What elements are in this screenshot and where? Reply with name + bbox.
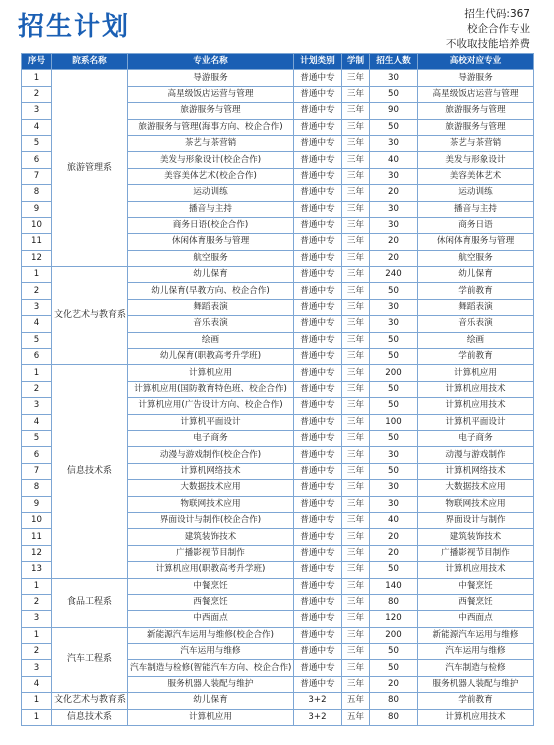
quota: 30: [370, 168, 418, 184]
college-major: 大数据技术应用: [418, 480, 534, 496]
major-name: 计算机应用(职教高考升学班): [128, 562, 294, 578]
major-name: 计算机应用: [128, 365, 294, 381]
col-header-index: 序号: [22, 54, 52, 70]
quota: 40: [370, 152, 418, 168]
major-name: 商务日语(校企合作): [128, 217, 294, 233]
college-major: 中西面点: [418, 611, 534, 627]
table-header-row: [22, 54, 534, 70]
major-name: 计算机网络技术: [128, 463, 294, 479]
table-row: [22, 627, 534, 643]
college-major: 计算机网络技术: [418, 463, 534, 479]
major-name: 建筑装饰技术: [128, 529, 294, 545]
plan-type: 普通中专: [294, 676, 342, 692]
enrollment-plan-table: [21, 53, 534, 726]
plan-type: 3+2: [294, 693, 342, 709]
college-major: 计算机平面设计: [418, 414, 534, 430]
quota: 30: [370, 70, 418, 86]
college-major: 旅游服务与管理: [418, 103, 534, 119]
major-name: 休闲体育服务与管理: [128, 234, 294, 250]
plan-type: 普通中专: [294, 414, 342, 430]
major-name: 幼儿保育(早教方向、校企合作): [128, 283, 294, 299]
plan-type: 普通中专: [294, 217, 342, 233]
college-major: 动漫与游戏制作: [418, 447, 534, 463]
duration: 三年: [342, 349, 370, 365]
duration: 三年: [342, 512, 370, 528]
duration: 三年: [342, 578, 370, 594]
row-index: 11: [22, 529, 52, 545]
college-major: 汽车制造与检修: [418, 660, 534, 676]
plan-type: 普通中专: [294, 463, 342, 479]
row-index: 3: [22, 299, 52, 315]
major-name: 电子商务: [128, 430, 294, 446]
plan-type: 普通中专: [294, 611, 342, 627]
duration: 三年: [342, 611, 370, 627]
enrollment-code: 招生代码:367: [464, 8, 530, 20]
col-header-department: 院系名称: [52, 54, 128, 70]
row-index: 2: [22, 86, 52, 102]
quota: 80: [370, 693, 418, 709]
row-index: 9: [22, 201, 52, 217]
quota: 90: [370, 103, 418, 119]
major-name: 计算机应用(国防教育特色班、校企合作): [128, 381, 294, 397]
plan-type: 普通中专: [294, 480, 342, 496]
duration: 三年: [342, 644, 370, 660]
college-major: 幼儿保育: [418, 267, 534, 283]
page-header: [0, 0, 554, 50]
quota: 50: [370, 562, 418, 578]
quota: 50: [370, 349, 418, 365]
duration: 三年: [342, 381, 370, 397]
table-row: [22, 693, 534, 709]
plan-type: 普通中专: [294, 86, 342, 102]
row-index: 4: [22, 414, 52, 430]
duration: 三年: [342, 365, 370, 381]
duration: 三年: [342, 332, 370, 348]
quota: 30: [370, 135, 418, 151]
quota: 30: [370, 201, 418, 217]
duration: 三年: [342, 234, 370, 250]
quota: 200: [370, 627, 418, 643]
quota: 50: [370, 660, 418, 676]
college-major: 西餐烹饪: [418, 594, 534, 610]
college-major: 电子商务: [418, 430, 534, 446]
row-index: 8: [22, 185, 52, 201]
college-major: 导游服务: [418, 70, 534, 86]
plan-type: 普通中专: [294, 545, 342, 561]
duration: 五年: [342, 709, 370, 725]
row-index: 4: [22, 119, 52, 135]
row-index: 3: [22, 611, 52, 627]
duration: 三年: [342, 217, 370, 233]
college-major: 计算机应用技术: [418, 562, 534, 578]
major-name: 计算机平面设计: [128, 414, 294, 430]
college-major: 计算机应用技术: [418, 381, 534, 397]
plan-type: 普通中专: [294, 529, 342, 545]
plan-type: 普通中专: [294, 152, 342, 168]
duration: 三年: [342, 627, 370, 643]
duration: 五年: [342, 693, 370, 709]
duration: 三年: [342, 398, 370, 414]
duration: 三年: [342, 562, 370, 578]
major-name: 音乐表演: [128, 316, 294, 332]
major-name: 幼儿保育: [128, 267, 294, 283]
major-name: 界面设计与制作(校企合作): [128, 512, 294, 528]
duration: 三年: [342, 135, 370, 151]
row-index: 12: [22, 250, 52, 266]
row-index: 7: [22, 463, 52, 479]
department-name: 信息技术系: [52, 365, 128, 578]
duration: 三年: [342, 676, 370, 692]
duration: 三年: [342, 70, 370, 86]
duration: 三年: [342, 529, 370, 545]
college-major: 学前教育: [418, 349, 534, 365]
quota: 80: [370, 594, 418, 610]
plan-type: 普通中专: [294, 349, 342, 365]
duration: 三年: [342, 267, 370, 283]
quota: 140: [370, 578, 418, 594]
quota: 30: [370, 316, 418, 332]
college-major: 运动训练: [418, 185, 534, 201]
row-index: 6: [22, 447, 52, 463]
major-name: 航空服务: [128, 250, 294, 266]
college-major: 高星级饭店运营与管理: [418, 86, 534, 102]
college-major: 计算机应用技术: [418, 709, 534, 725]
quota: 120: [370, 611, 418, 627]
row-index: 1: [22, 70, 52, 86]
quota: 100: [370, 414, 418, 430]
major-name: 茶艺与茶营销: [128, 135, 294, 151]
duration: 三年: [342, 480, 370, 496]
quota: 20: [370, 185, 418, 201]
quota: 20: [370, 250, 418, 266]
quota: 30: [370, 480, 418, 496]
col-header-plan-type: 计划类别: [294, 54, 342, 70]
quota: 30: [370, 299, 418, 315]
partnership-note: 校企合作专业: [467, 23, 530, 35]
college-major: 航空服务: [418, 250, 534, 266]
quota: 20: [370, 676, 418, 692]
plan-type: 普通中专: [294, 562, 342, 578]
row-index: 5: [22, 332, 52, 348]
plan-type: 普通中专: [294, 496, 342, 512]
major-name: 幼儿保育(职教高考升学班): [128, 349, 294, 365]
plan-type: 普通中专: [294, 512, 342, 528]
row-index: 2: [22, 594, 52, 610]
major-name: 中西面点: [128, 611, 294, 627]
plan-type: 普通中专: [294, 627, 342, 643]
major-name: 高星级饭店运营与管理: [128, 86, 294, 102]
plan-type: 普通中专: [294, 447, 342, 463]
plan-type: 普通中专: [294, 250, 342, 266]
plan-type: 普通中专: [294, 578, 342, 594]
duration: 三年: [342, 430, 370, 446]
row-index: 10: [22, 217, 52, 233]
major-name: 动漫与游戏制作(校企合作): [128, 447, 294, 463]
row-index: 1: [22, 693, 52, 709]
row-index: 3: [22, 398, 52, 414]
quota: 20: [370, 234, 418, 250]
table-row: [22, 267, 534, 283]
major-name: 服务机器人装配与维护: [128, 676, 294, 692]
major-name: 美容美体艺术(校企合作): [128, 168, 294, 184]
row-index: 2: [22, 381, 52, 397]
department-name: 汽车工程系: [52, 627, 128, 693]
quota: 50: [370, 119, 418, 135]
row-index: 4: [22, 316, 52, 332]
quota: 80: [370, 709, 418, 725]
college-major: 美发与形象设计: [418, 152, 534, 168]
plan-type: 普通中专: [294, 594, 342, 610]
row-index: 6: [22, 349, 52, 365]
college-major: 界面设计与制作: [418, 512, 534, 528]
major-name: 物联网技术应用: [128, 496, 294, 512]
major-name: 舞蹈表演: [128, 299, 294, 315]
major-name: 西餐烹饪: [128, 594, 294, 610]
duration: 三年: [342, 185, 370, 201]
plan-type: 普通中专: [294, 430, 342, 446]
quota: 50: [370, 463, 418, 479]
college-major: 广播影视节目制作: [418, 545, 534, 561]
plan-type: 普通中专: [294, 299, 342, 315]
row-index: 1: [22, 709, 52, 725]
college-major: 服务机器人装配与维护: [418, 676, 534, 692]
major-name: 中餐烹饪: [128, 578, 294, 594]
major-name: 计算机应用(广告设计方向、校企合作): [128, 398, 294, 414]
plan-type: 普通中专: [294, 70, 342, 86]
duration: 三年: [342, 168, 370, 184]
duration: 三年: [342, 86, 370, 102]
plan-type: 普通中专: [294, 660, 342, 676]
college-major: 茶艺与茶营销: [418, 135, 534, 151]
quota: 20: [370, 545, 418, 561]
plan-type: 普通中专: [294, 201, 342, 217]
row-index: 2: [22, 283, 52, 299]
major-name: 幼儿保育: [128, 693, 294, 709]
col-header-quota: 招生人数: [370, 54, 418, 70]
row-index: 8: [22, 480, 52, 496]
college-major: 汽车运用与维修: [418, 644, 534, 660]
college-major: 绘画: [418, 332, 534, 348]
duration: 三年: [342, 152, 370, 168]
duration: 三年: [342, 283, 370, 299]
college-major: 中餐烹饪: [418, 578, 534, 594]
plan-type: 普通中专: [294, 283, 342, 299]
major-name: 旅游服务与管理(海事方向、校企合作): [128, 119, 294, 135]
col-header-college-major: 高校对应专业: [418, 54, 534, 70]
row-index: 12: [22, 545, 52, 561]
college-major: 商务日语: [418, 217, 534, 233]
major-name: 汽车运用与维修: [128, 644, 294, 660]
duration: 三年: [342, 463, 370, 479]
department-name: 食品工程系: [52, 578, 128, 627]
quota: 240: [370, 267, 418, 283]
row-index: 2: [22, 644, 52, 660]
college-major: 物联网技术应用: [418, 496, 534, 512]
plan-type: 普通中专: [294, 119, 342, 135]
major-name: 计算机应用: [128, 709, 294, 725]
department-name: 旅游管理系: [52, 70, 128, 267]
college-major: 计算机应用技术: [418, 398, 534, 414]
duration: 三年: [342, 414, 370, 430]
college-major: 计算机应用: [418, 365, 534, 381]
table-row: [22, 709, 534, 725]
college-major: 休闲体育服务与管理: [418, 234, 534, 250]
table-body: [22, 70, 534, 726]
row-index: 1: [22, 267, 52, 283]
row-index: 7: [22, 168, 52, 184]
department-name: 文化艺术与教育系: [52, 693, 128, 709]
table-row: [22, 365, 534, 381]
quota: 20: [370, 529, 418, 545]
major-name: 汽车制造与检修(智能汽车方向、校企合作): [128, 660, 294, 676]
college-major: 音乐表演: [418, 316, 534, 332]
quota: 30: [370, 217, 418, 233]
plan-type: 3+2: [294, 709, 342, 725]
college-major: 学前教育: [418, 693, 534, 709]
quota: 30: [370, 447, 418, 463]
duration: 三年: [342, 299, 370, 315]
quota: 50: [370, 332, 418, 348]
major-name: 大数据技术应用: [128, 480, 294, 496]
plan-type: 普通中专: [294, 644, 342, 660]
major-name: 播音与主持: [128, 201, 294, 217]
quota: 50: [370, 283, 418, 299]
plan-type: 普通中专: [294, 316, 342, 332]
table-row: [22, 70, 534, 86]
major-name: 绘画: [128, 332, 294, 348]
quota: 50: [370, 86, 418, 102]
plan-type: 普通中专: [294, 267, 342, 283]
major-name: 运动训练: [128, 185, 294, 201]
college-major: 建筑装饰技术: [418, 529, 534, 545]
row-index: 3: [22, 103, 52, 119]
fee-note: 不收取技能培养费: [446, 38, 530, 50]
duration: 三年: [342, 660, 370, 676]
quota: 50: [370, 430, 418, 446]
plan-type: 普通中专: [294, 234, 342, 250]
row-index: 13: [22, 562, 52, 578]
college-major: 美容美体艺术: [418, 168, 534, 184]
college-major: 播音与主持: [418, 201, 534, 217]
row-index: 3: [22, 660, 52, 676]
table-row: [22, 578, 534, 594]
plan-type: 普通中专: [294, 365, 342, 381]
quota: 50: [370, 644, 418, 660]
department-name: 文化艺术与教育系: [52, 267, 128, 365]
quota: 50: [370, 398, 418, 414]
quota: 200: [370, 365, 418, 381]
plan-type: 普通中专: [294, 103, 342, 119]
quota: 50: [370, 381, 418, 397]
col-header-duration: 学制: [342, 54, 370, 70]
plan-type: 普通中专: [294, 381, 342, 397]
row-index: 10: [22, 512, 52, 528]
row-index: 4: [22, 676, 52, 692]
row-index: 5: [22, 430, 52, 446]
major-name: 广播影视节目制作: [128, 545, 294, 561]
duration: 三年: [342, 250, 370, 266]
duration: 三年: [342, 201, 370, 217]
college-major: 学前教育: [418, 283, 534, 299]
col-header-major: 专业名称: [128, 54, 294, 70]
row-index: 11: [22, 234, 52, 250]
plan-type: 普通中专: [294, 185, 342, 201]
row-index: 1: [22, 578, 52, 594]
duration: 三年: [342, 316, 370, 332]
row-index: 6: [22, 152, 52, 168]
row-index: 1: [22, 627, 52, 643]
duration: 三年: [342, 545, 370, 561]
duration: 三年: [342, 496, 370, 512]
row-index: 9: [22, 496, 52, 512]
major-name: 美发与形象设计(校企合作): [128, 152, 294, 168]
duration: 三年: [342, 594, 370, 610]
duration: 三年: [342, 119, 370, 135]
college-major: 新能源汽车运用与维修: [418, 627, 534, 643]
college-major: 舞蹈表演: [418, 299, 534, 315]
plan-type: 普通中专: [294, 168, 342, 184]
department-name: 信息技术系: [52, 709, 128, 725]
plan-type: 普通中专: [294, 332, 342, 348]
college-major: 旅游服务与管理: [418, 119, 534, 135]
major-name: 导游服务: [128, 70, 294, 86]
row-index: 5: [22, 135, 52, 151]
quota: 30: [370, 496, 418, 512]
duration: 三年: [342, 447, 370, 463]
major-name: 旅游服务与管理: [128, 103, 294, 119]
duration: 三年: [342, 103, 370, 119]
quota: 40: [370, 512, 418, 528]
row-index: 1: [22, 365, 52, 381]
plan-type: 普通中专: [294, 398, 342, 414]
plan-type: 普通中专: [294, 135, 342, 151]
page-title: 招生计划: [18, 12, 131, 42]
major-name: 新能源汽车运用与维修(校企合作): [128, 627, 294, 643]
